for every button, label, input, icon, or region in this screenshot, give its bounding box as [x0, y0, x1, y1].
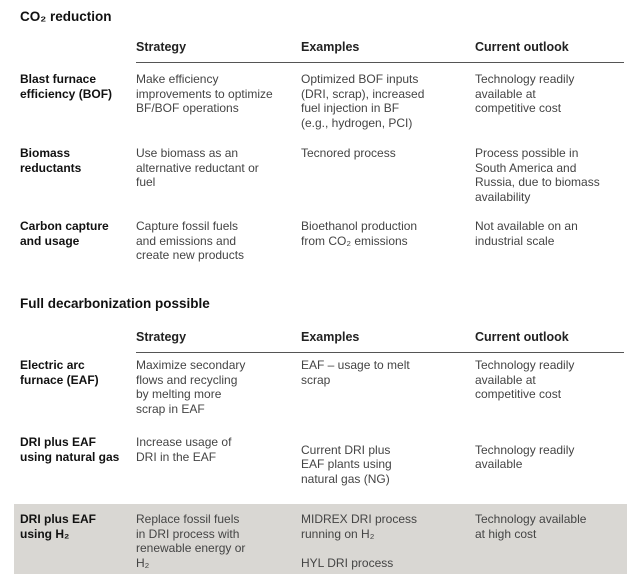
row-label: DRI plus EAF using natural gas — [20, 435, 120, 464]
header-strategy: Strategy — [136, 330, 187, 344]
strategy-cell: Maximize secondary flows and recycling by melting more scrap in EAF — [136, 358, 246, 416]
outlook-cell: Technology readily available at competitive cost — [475, 358, 575, 401]
row-label: DRI plus EAF using H₂ — [20, 512, 97, 541]
table-header — [136, 40, 624, 63]
section-title: Full decarbonization possible — [20, 296, 210, 311]
examples-cell: Optimized BOF inputs (DRI, scrap), increased fuel injection in BF (e.g., hydrogen, PCI) — [301, 72, 425, 130]
outlook-cell: Technology available at high cost — [475, 512, 587, 541]
examples-cell: Tecnored process — [301, 146, 396, 160]
row-label: Electric arc furnace (EAF) — [20, 358, 99, 387]
header-strategy: Strategy — [136, 40, 187, 54]
header-examples: Examples — [301, 40, 360, 54]
strategy-cell: Make efficiency improvements to optimize BF/BOF operations — [136, 72, 273, 115]
header-examples: Examples — [301, 330, 360, 344]
table-row-highlighted — [14, 504, 627, 574]
row-label: Carbon capture and usage — [20, 219, 109, 248]
strategy-cell: Replace fossil fuels in DRI process with renewable energy or H₂ — [136, 512, 246, 570]
table-row — [14, 146, 627, 206]
table-header — [136, 330, 624, 353]
header-outlook: Current outlook — [475, 40, 569, 54]
examples-cell: MIDREX DRI process running on H₂ HYL DRI process — [301, 512, 418, 570]
examples-cell: Current DRI plus EAF plants using natural gas (NG) — [301, 442, 392, 486]
examples-cell: Bioethanol production from CO₂ emissions — [301, 219, 418, 248]
outlook-cell: Not available on an industrial scale — [475, 219, 578, 248]
strategy-cell: Increase usage of DRI in the EAF — [136, 435, 232, 464]
table-row — [14, 219, 627, 269]
row-label: Blast furnace efficiency (BOF) — [20, 72, 113, 101]
examples-cell: EAF – usage to melt scrap — [301, 358, 410, 387]
section-title: CO₂ reduction — [20, 9, 112, 24]
strategy-cell: Capture fossil fuels and emissions and create new products — [136, 219, 245, 262]
table-row — [14, 435, 627, 495]
outlook-cell: Technology readily available at competitive cost — [475, 72, 575, 115]
table-row — [14, 72, 627, 132]
outlook-cell: Technology readily available — [475, 442, 575, 471]
outlook-cell: Process possible in South America and Russia, due to biomass availability — [475, 146, 600, 204]
row-label: Biomass reductants — [20, 146, 82, 175]
strategy-cell: Use biomass as an alternative reductant or fuel — [136, 146, 259, 189]
table-row — [14, 358, 627, 418]
header-outlook: Current outlook — [475, 330, 569, 344]
